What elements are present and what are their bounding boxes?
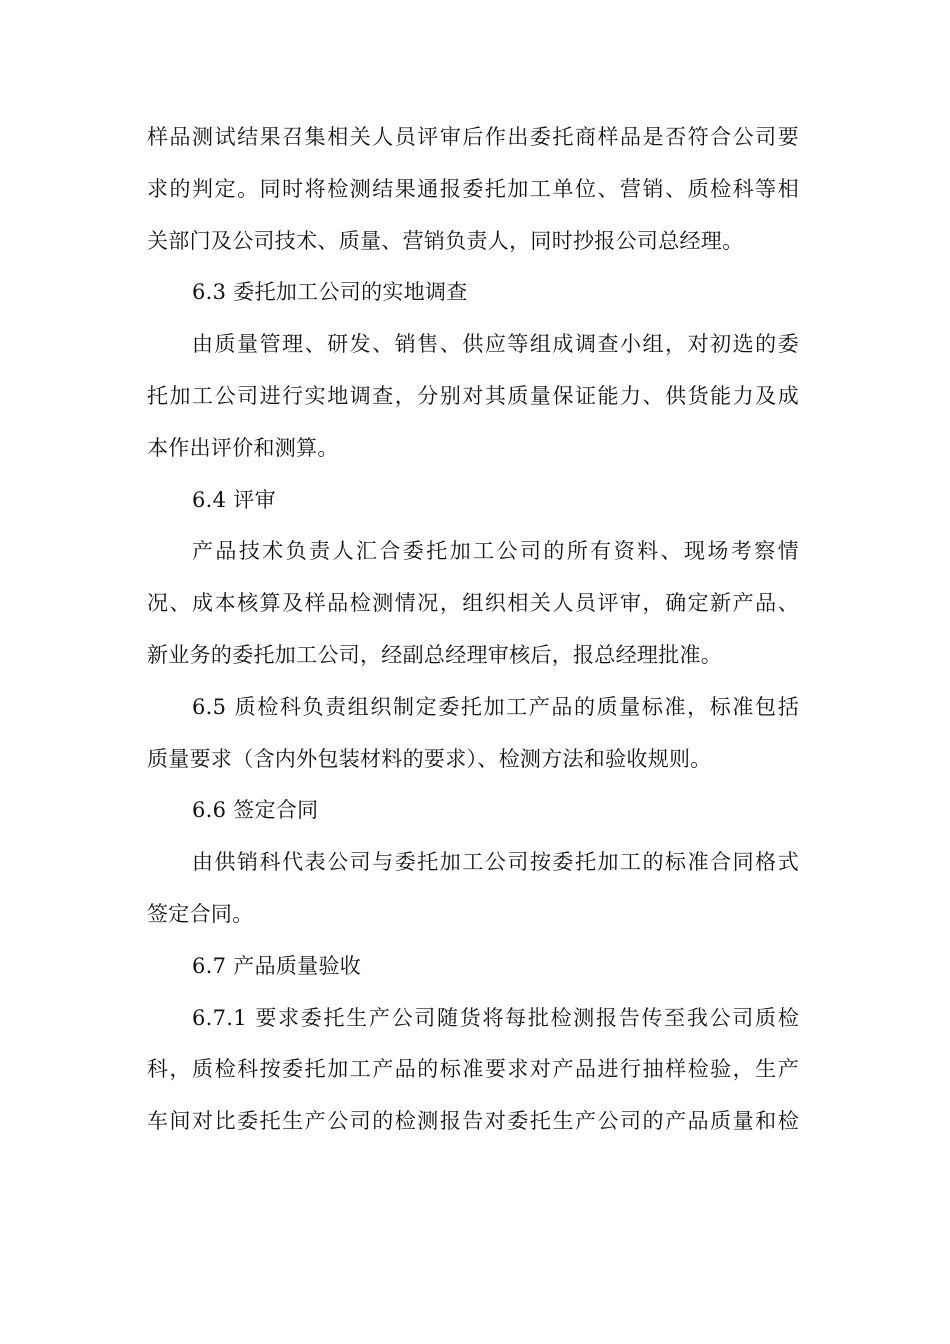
section-heading: 6.6 签定合同 [192, 798, 319, 823]
text-line: 签定合同。 [147, 901, 254, 926]
text-line: 产品技术负责人汇合委托加工公司的所有资料、现场考察情 [192, 539, 799, 564]
section-heading: 6.7 产品质量验收 [192, 953, 362, 978]
text-line: 车间对比委托生产公司的检测报告对委托生产公司的产品质量和检 [147, 1109, 799, 1134]
text-line: 由质量管理、研发、销售、供应等组成调查小组，对初选的委 [192, 332, 799, 357]
text-line: 科，质检科按委托加工产品的标准要求对产品进行抽样检验，生产 [147, 1057, 799, 1082]
text-line: 关部门及公司技术、质量、营销负责人，同时抄报公司总经理。 [147, 228, 744, 253]
section-heading: 6.3 委托加工公司的实地调查 [192, 280, 468, 305]
text-line: 样品测试结果召集相关人员评审后作出委托商样品是否符合公司要 [147, 125, 799, 149]
text-line: 况、成本核算及样品检测情况，组织相关人员评审，确定新产品、 [147, 591, 799, 616]
text-line: 6.7.1 要求委托生产公司随货将每批检测报告传至我公司质检 [192, 1005, 799, 1030]
text-line: 质量要求（含内外包装材料的要求）、检测方法和验收规则。 [147, 746, 712, 771]
text-line: 托加工公司进行实地调查，分别对其质量保证能力、供货能力及成 [147, 383, 799, 408]
text-line: 6.5 质检科负责组织制定委托加工产品的质量标准，标准包括 [192, 694, 799, 719]
text-line: 本作出评价和测算。 [147, 435, 339, 460]
text-line: 由供销科代表公司与委托加工公司按委托加工的标准合同格式 [192, 850, 799, 875]
text-line: 新业务的委托加工公司，经副总经理审核后，报总经理批准。 [147, 642, 723, 667]
document-body [147, 112, 799, 1148]
section-heading: 6.4 评审 [192, 487, 276, 512]
text-line: 求的判定。同时将检测结果通报委托加工单位、营销、质检科等相 [147, 176, 799, 201]
